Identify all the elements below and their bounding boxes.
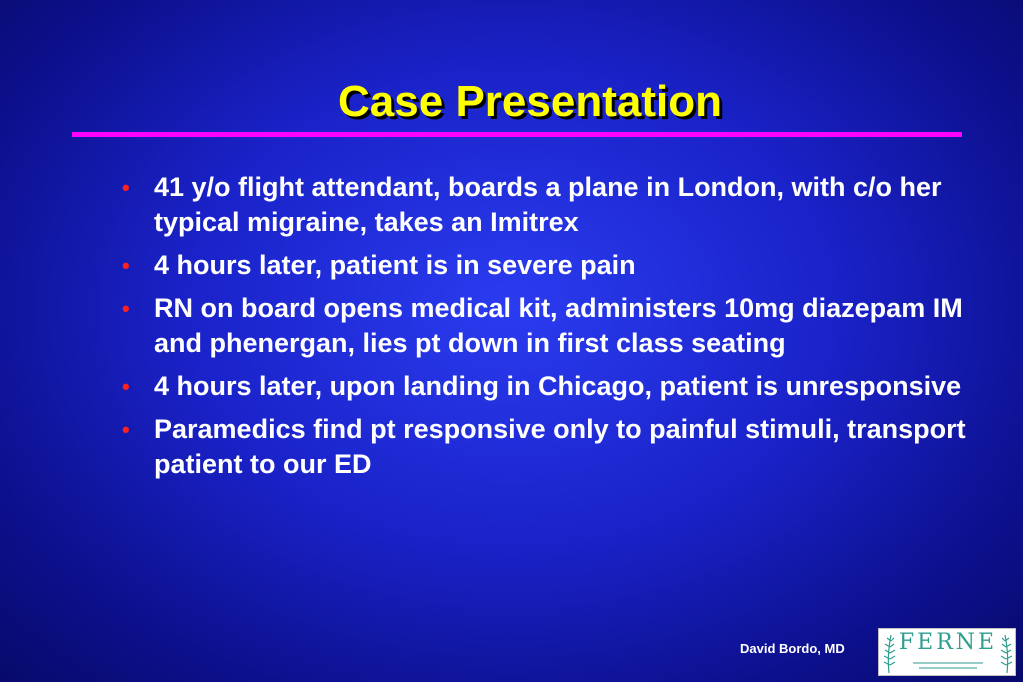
bullet-item bbox=[118, 170, 978, 240]
logo-tagline-marks bbox=[913, 663, 983, 668]
fern-left-icon bbox=[884, 635, 895, 673]
bullet-icon: • bbox=[122, 296, 130, 321]
bullet-icon: • bbox=[122, 374, 130, 399]
bullet-text: 41 y/o flight attendant, boards a plane in London, with c/o her typical migraine, takes an Imitrex bbox=[154, 172, 942, 237]
bullet-text: RN on board opens medical kit, administers 10mg diazepam IM and phenergan, lies pt down in first class seating bbox=[154, 293, 963, 358]
fern-right-icon bbox=[1001, 635, 1012, 673]
footer-author: David Bordo, MD bbox=[740, 641, 845, 656]
bullet-text: 4 hours later, upon landing in Chicago, patient is unresponsive bbox=[154, 371, 962, 401]
bullet-icon: • bbox=[122, 417, 130, 442]
bullet-list bbox=[118, 170, 978, 490]
bullet-item bbox=[118, 291, 978, 361]
bullet-text: 4 hours later, patient is in severe pain bbox=[154, 250, 636, 280]
ferne-logo bbox=[878, 628, 1016, 676]
title-underline bbox=[72, 132, 962, 137]
bullet-item bbox=[118, 412, 978, 482]
bullet-text: Paramedics find pt responsive only to painful stimuli, transport patient to our ED bbox=[154, 414, 966, 479]
slide-title: Case Presentation bbox=[338, 77, 722, 126]
logo-wordmark: FERNE bbox=[898, 630, 998, 655]
bullet-icon: • bbox=[122, 253, 130, 278]
bullet-item bbox=[118, 369, 978, 404]
bullet-item bbox=[118, 248, 978, 283]
bullet-icon: • bbox=[122, 175, 130, 200]
